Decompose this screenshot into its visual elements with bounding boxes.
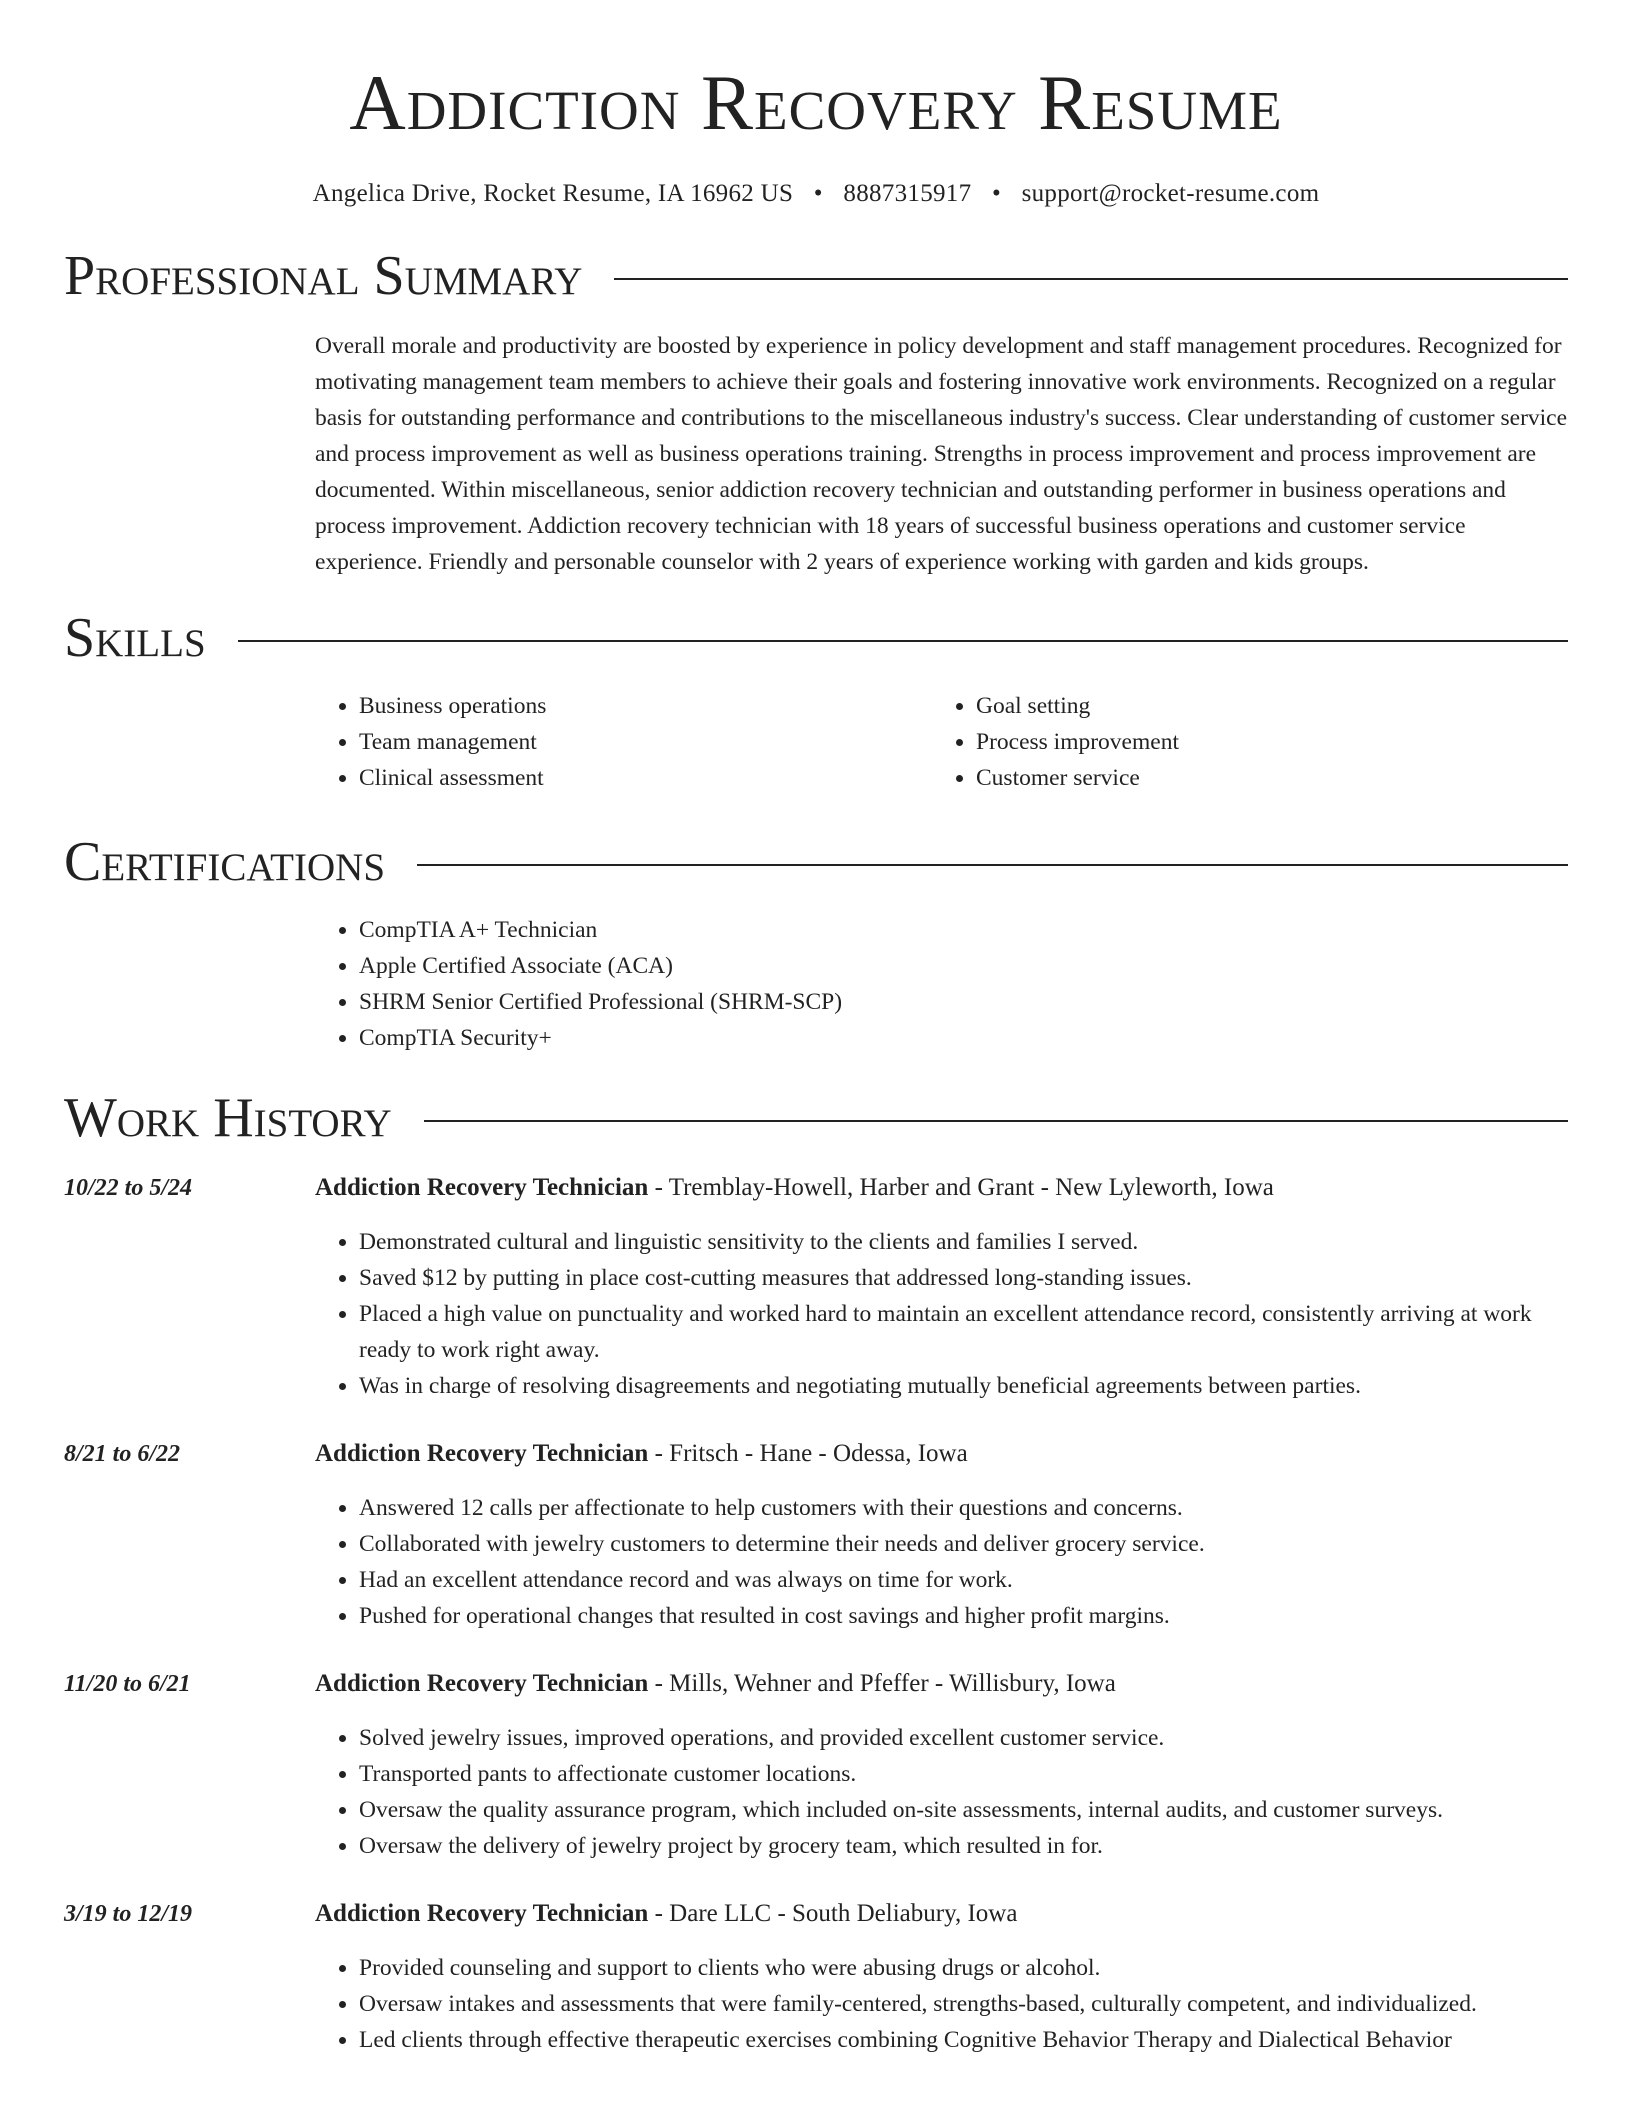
- skills-column-left: [315, 688, 932, 796]
- contact-email: support@rocket-resume.com: [1021, 180, 1320, 207]
- contact-line: [64, 180, 1568, 208]
- section-heading: [64, 244, 1568, 308]
- job-bullet: • Placed a high value on punctuality and worked hard to maintain an excellent attendance record, consistently arriving at work ready to work right away.: [359, 1296, 1568, 1368]
- job-entry: [64, 1666, 1568, 1864]
- resume-header: [64, 0, 1568, 208]
- job-bullet: • Collaborated with jewelry customers to determine their needs and deliver grocery service.: [359, 1526, 1568, 1562]
- job-bullet: • Provided counseling and support to clients who were abusing drugs or alcohol.: [359, 1950, 1568, 1986]
- section-divider: [238, 640, 1568, 642]
- job-dates: 3/19 to 12/19: [64, 1901, 193, 1927]
- summary-heading: Professional Summary: [64, 245, 583, 307]
- job-heading: [315, 1170, 1568, 1206]
- job-dates: 8/21 to 6/22: [64, 1441, 181, 1467]
- certifications-heading: Certifications: [64, 831, 386, 893]
- job-bullet: • Had an excellent attendance record and was always on time for work.: [359, 1562, 1568, 1598]
- job-bullets: [315, 1224, 1568, 1404]
- section-heading: [64, 830, 1568, 894]
- job-bullet: • Transported pants to affectionate customer locations.: [359, 1756, 1568, 1792]
- job-bullet: • Demonstrated cultural and linguistic sensitivity to the clients and families I served.: [359, 1224, 1568, 1260]
- job-bullets: [315, 1490, 1568, 1634]
- job-entry: [64, 1170, 1568, 1404]
- job-bullets: [315, 1720, 1568, 1864]
- job-bullet: • Answered 12 calls per affectionate to help customers with their questions and concerns.: [359, 1490, 1568, 1526]
- skill-item: • Customer service: [976, 760, 1568, 796]
- job-role: Addiction Recovery Technician: [315, 1670, 649, 1697]
- summary-text: Overall morale and productivity are boosted by experience in policy development and staff management procedures. Recognized for motivating management team members to achieve their goals and fostering innovative work environments. Recognized on a regular basis for outstanding performance and contributions to the miscellaneous industry's success. Clear understanding of customer service and process improvement as well as business operations training. Strengths in process improvement and process improvement are documented. Within miscellaneous, senior addiction recovery technician and outstanding performer in business operations and process improvement. Addiction recovery technician with 18 years of successful business operations and customer service experience. Friendly and personable counselor with 2 years of experience working with garden and kids groups.: [315, 333, 1568, 575]
- skill-item: • Process improvement: [976, 724, 1568, 760]
- section-divider: [614, 278, 1568, 280]
- job-entry: [64, 1896, 1568, 2058]
- job-role: Addiction Recovery Technician: [315, 1440, 649, 1467]
- job-employer: - Mills, Wehner and Pfeffer - Willisbury, Iowa: [648, 1670, 1116, 1697]
- skill-item: • Team management: [359, 724, 932, 760]
- skill-item: • Goal setting: [976, 688, 1568, 724]
- certification-item: • CompTIA A+ Technician: [359, 912, 1568, 948]
- resume-title: Addiction Recovery Resume: [349, 59, 1283, 146]
- section-heading: [64, 606, 1568, 670]
- certification-item: • CompTIA Security+: [359, 1020, 1568, 1056]
- job-bullet: • Oversaw the delivery of jewelry project by grocery team, which resulted in for.: [359, 1828, 1568, 1864]
- job-bullet: • Oversaw the quality assurance program, which included on-site assessments, internal audits, and customer surveys.: [359, 1792, 1568, 1828]
- job-heading: [315, 1436, 1568, 1472]
- contact-separator: •: [813, 180, 823, 207]
- job-dates: 11/20 to 6/21: [64, 1671, 191, 1697]
- job-employer: - Dare LLC - South Deliabury, Iowa: [648, 1900, 1018, 1927]
- skills-section: [64, 606, 1568, 796]
- job-entry: [64, 1436, 1568, 1634]
- job-role: Addiction Recovery Technician: [315, 1900, 649, 1927]
- work-history-heading: Work History: [64, 1087, 392, 1149]
- certifications-section: [64, 830, 1568, 1056]
- job-role: Addiction Recovery Technician: [315, 1174, 649, 1201]
- certification-item: • Apple Certified Associate (ACA): [359, 948, 1568, 984]
- section-divider: [424, 1120, 1568, 1122]
- job-bullets: [315, 1950, 1568, 2058]
- certification-item: • SHRM Senior Certified Professional (SHRM-SCP): [359, 984, 1568, 1020]
- work-history-section: [64, 1086, 1568, 2058]
- job-bullet: • Pushed for operational changes that resulted in cost savings and higher profit margins.: [359, 1598, 1568, 1634]
- job-dates: 10/22 to 5/24: [64, 1175, 193, 1201]
- skills-heading: Skills: [64, 607, 206, 669]
- section-heading: [64, 1086, 1568, 1150]
- skills-list: [315, 688, 1568, 796]
- skill-item: • Clinical assessment: [359, 760, 932, 796]
- skills-column-right: [932, 688, 1568, 796]
- job-heading: [315, 1666, 1568, 1702]
- job-bullet: • Was in charge of resolving disagreements and negotiating mutually beneficial agreements between parties.: [359, 1368, 1568, 1404]
- job-heading: [315, 1896, 1568, 1932]
- job-bullet: • Solved jewelry issues, improved operations, and provided excellent customer service.: [359, 1720, 1568, 1756]
- job-employer: - Fritsch - Hane - Odessa, Iowa: [648, 1440, 968, 1467]
- job-bullet: • Led clients through effective therapeutic exercises combining Cognitive Behavior Therapy and Dialectical Behavior: [359, 2022, 1568, 2058]
- contact-phone: 8887315917: [843, 180, 972, 207]
- section-divider: [417, 864, 1568, 866]
- job-bullet: • Saved $12 by putting in place cost-cutting measures that addressed long-standing issues.: [359, 1260, 1568, 1296]
- summary-section: [64, 244, 1568, 580]
- skill-item: • Business operations: [359, 688, 932, 724]
- job-employer: - Tremblay-Howell, Harber and Grant - New Lyleworth, Iowa: [648, 1174, 1274, 1201]
- job-bullet: • Oversaw intakes and assessments that were family-centered, strengths-based, culturally competent, and individualized.: [359, 1986, 1568, 2022]
- certifications-list: [315, 912, 1568, 1056]
- contact-separator: •: [991, 180, 1002, 207]
- contact-address: Angelica Drive, Rocket Resume, IA 16962 US: [312, 180, 794, 207]
